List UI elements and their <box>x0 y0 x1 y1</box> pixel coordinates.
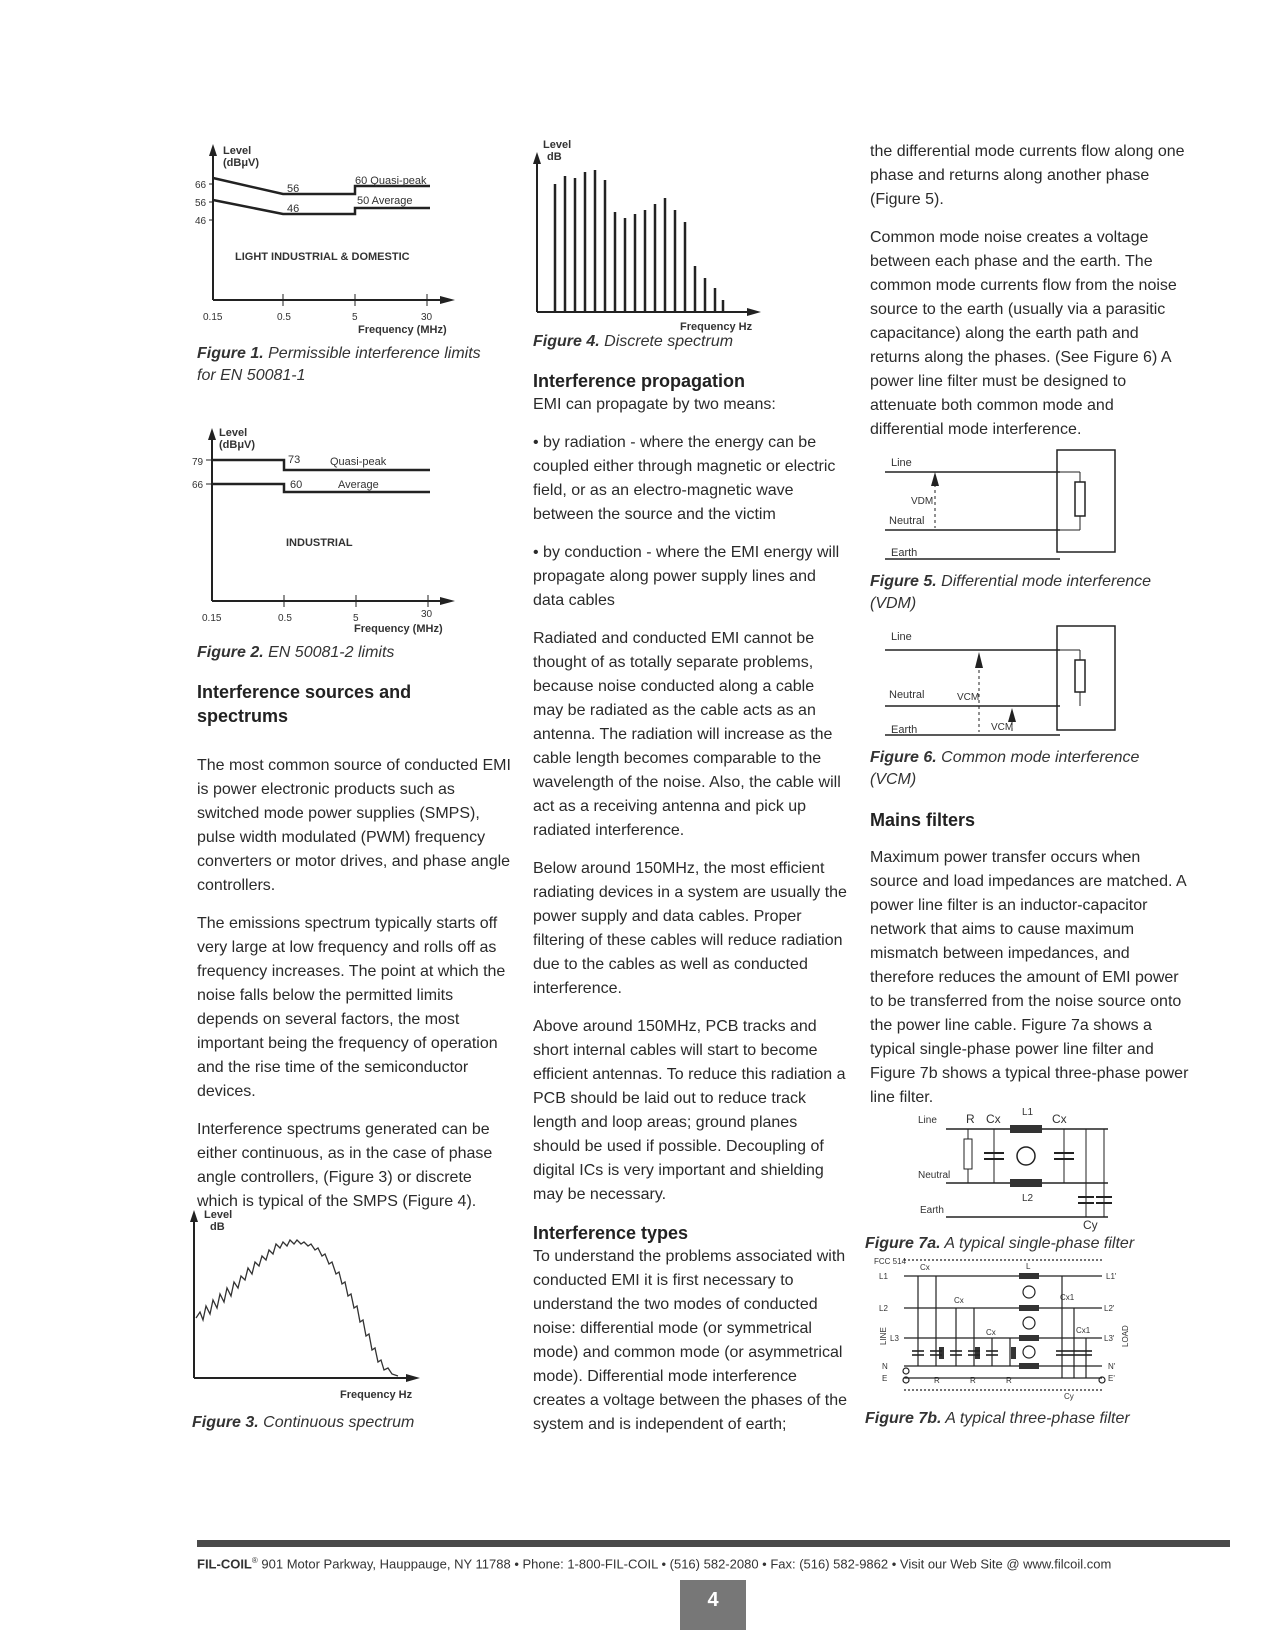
fig6-earth-label: Earth <box>891 724 918 736</box>
fig2-tick-79: 79 <box>192 457 204 468</box>
fig3-spectrum-curve <box>196 1240 398 1376</box>
fig7b-l1-label: L1 <box>879 1272 888 1281</box>
figure-4-chart <box>525 138 775 338</box>
fig7b-caption-bold: Figure 7b. <box>865 1410 942 1427</box>
fig7a-line-label: Line <box>918 1115 937 1126</box>
figure-1-chart <box>195 140 485 345</box>
fig1-caption-bold: Figure 1. <box>197 345 264 362</box>
fig5-neutral-label: Neutral <box>889 515 925 527</box>
fig7b-l1p-label: L1' <box>1106 1272 1117 1281</box>
column-3-bottom <box>870 808 1190 1110</box>
fig7b-l-label: L <box>1026 1262 1031 1271</box>
figure-2-caption <box>197 642 497 664</box>
fig2-xlabel: Frequency (MHz) <box>354 623 443 635</box>
fig2-x-015: 0.15 <box>202 613 222 624</box>
footer-rule <box>197 1540 1230 1547</box>
fig3-ylabel-unit: dB <box>210 1221 225 1233</box>
fig7a-caption-bold: Figure 7a. <box>865 1235 941 1252</box>
fig2-x-05: 0.5 <box>278 613 292 624</box>
fig7b-cx-label-1: Cx <box>920 1263 930 1272</box>
fig5-line-label: Line <box>891 457 912 469</box>
fig1-quasi-peak: 60 Quasi-peak <box>355 175 427 187</box>
footer-text: 901 Motor Parkway, Hauppauge, NY 11788 • Phone: 1-800-FIL-COIL • (516) 582-2080 • Fax: (516) 582-9862 • Visit our Web Site @ www.filcoil.com <box>257 1556 1112 1572</box>
fig7b-cx-label-3: Cx <box>986 1328 996 1337</box>
fig1-caption-text: Permissible interference limits for EN 50081-1 <box>197 345 481 384</box>
fig4-xlabel: Frequency Hz <box>680 321 753 333</box>
fig7b-l2-label: L2 <box>879 1304 888 1313</box>
fig2-caption-text: EN 50081-2 limits <box>263 644 395 661</box>
fig7b-l3p-label: L3' <box>1104 1334 1115 1343</box>
fig7b-np-label: N' <box>1108 1362 1116 1371</box>
fig2-tick-66: 66 <box>192 480 204 491</box>
fig1-x-30: 30 <box>421 312 433 323</box>
figure-6-diagram <box>885 620 1125 742</box>
footer-brand: FIL-COIL <box>197 1556 252 1572</box>
col2-paragraph-7: To understand the problems associated with conducted EMI it is first necessary to understand the two modes of conducted noise: differential mode (or symmetrical mode) and common mode (or asymmetrical mode). Differential mode interference creates a voltage between the phases of the system and is independent of earth; <box>533 1248 847 1433</box>
col3-paragraph-3: Maximum power transfer occurs when source and load impedances are matched. A power line filter is an inductor-capacitor network that aims to cause maximum mismatch between impedances, and therefore reduces the amount of EMI power to be transferred from the noise source onto the power line cable. Figure 7a shows a typical single-phase power line filter and Figure 7b shows a typical three-phase power line filter. <box>870 849 1189 1106</box>
figure-4-caption <box>533 331 833 353</box>
fig2-label-73: 73 <box>288 454 301 466</box>
fig7a-neutral-label: Neutral <box>918 1170 951 1181</box>
fig7b-r-label-2: R <box>970 1376 976 1385</box>
figure-2-chart <box>192 424 482 639</box>
fig7a-l1-label: L1 <box>1022 1107 1034 1118</box>
figure-5-caption <box>870 571 1180 615</box>
fig5-caption-bold: Figure 5. <box>870 573 937 590</box>
col2-paragraph-3: • by conduction - where the EMI energy will propagate along power supply lines and data cables <box>533 544 840 609</box>
col2-paragraph-5: Below around 150MHz, the most efficient radiating devices in a system are usually the power supply and data cables. Proper filtering of these cables will reduce radiation due to the cables as well as conducted interference. <box>533 860 847 997</box>
fig1-average: 50 Average <box>357 195 413 207</box>
fig7a-cx-label-2: Cx <box>1052 1112 1067 1126</box>
column-2 <box>533 369 848 1437</box>
fig7b-ep-label: E' <box>1108 1374 1115 1383</box>
fig6-vcm-label-2: VCM <box>991 722 1014 733</box>
column-1 <box>197 680 517 1214</box>
fig2-caption-bold: Figure 2. <box>197 644 264 661</box>
figure-3-caption <box>192 1412 492 1434</box>
col1-paragraph-2: The emissions spectrum typically starts off very large at low frequency and rolls off as frequency increases. The point at which the noise falls below the permitted limits depends on several factors, the most important being the frequency of operation and the rise time of the semiconductor devices. <box>197 915 506 1100</box>
fig6-caption-bold: Figure 6. <box>870 749 937 766</box>
fig7b-line-label: LINE <box>879 1327 888 1345</box>
fig1-label-56: 56 <box>287 183 300 195</box>
fig1-zone: LIGHT INDUSTRIAL & DOMESTIC <box>235 251 410 263</box>
fig2-average: Average <box>338 479 379 491</box>
fig3-caption-bold: Figure 3. <box>192 1414 259 1431</box>
page-number: 4 <box>680 1580 746 1630</box>
fig1-x-015: 0.15 <box>203 312 223 323</box>
column-3-top <box>870 140 1190 442</box>
heading-interference-sources: Interference sources and spectrums <box>197 682 412 726</box>
figure-7b-caption <box>865 1408 1185 1430</box>
col2-paragraph-4: Radiated and conducted EMI cannot be thought of as totally separate problems, because noise conducted along a cable may be radiated as the cable acts as an antenna. The radiation will increase as the cable length becomes comparable to the wavelength of the noise. Also, the cable will act as a receiving antenna and pick up radiated interference. <box>533 630 841 839</box>
fig3-xlabel: Frequency Hz <box>340 1389 413 1401</box>
footer-address <box>197 1556 1111 1571</box>
fig7b-e-label: E <box>882 1374 888 1383</box>
col2-paragraph-1: EMI can propagate by two means: <box>533 396 776 413</box>
footer-registered-mark: ® <box>251 1556 258 1565</box>
fig4-ylabel-unit: dB <box>547 151 562 163</box>
heading-interference-propagation: Interference propagation <box>533 371 746 391</box>
fig4-caption-text: Discrete spectrum <box>599 333 734 350</box>
fig3-ylabel: Level <box>204 1209 233 1221</box>
fig6-neutral-label: Neutral <box>889 689 925 701</box>
figure-5-diagram <box>885 442 1125 567</box>
col1-paragraph-3: Interference spectrums generated can be either continuous, as in the case of phase angle controllers, (Figure 3) or discrete which is typical of the SMPS (Figure 4). <box>197 1121 493 1210</box>
fig7b-r-label-3: R <box>1006 1376 1012 1385</box>
figure-3-chart <box>188 1208 438 1408</box>
fig1-x-05: 0.5 <box>277 312 291 323</box>
fig1-x-5: 5 <box>352 312 358 323</box>
fig7b-cx-label-2: Cx <box>954 1296 964 1305</box>
fig7b-cy-label: Cy <box>1064 1392 1074 1401</box>
heading-interference-types: Interference types <box>533 1223 689 1243</box>
figure-6-caption <box>870 747 1180 791</box>
fig2-ylabel: Level <box>219 427 248 439</box>
fig7b-r-label-1: R <box>934 1376 940 1385</box>
figure-7b-diagram <box>874 1255 1139 1405</box>
fig7b-cx1-label-2: Cx1 <box>1076 1326 1091 1335</box>
fig7a-r-label: R <box>966 1112 975 1126</box>
fig2-label-60: 60 <box>290 479 303 491</box>
fig1-ylabel-unit: (dBμV) <box>223 157 260 169</box>
fig7a-cy-label: Cy <box>1083 1218 1098 1232</box>
fig4-caption-bold: Figure 4. <box>533 333 600 350</box>
fig1-label-46: 46 <box>287 203 300 215</box>
fig7b-l2p-label: L2' <box>1104 1304 1115 1313</box>
fig7b-fcc-label: FCC 514 <box>874 1257 907 1266</box>
fig7a-cx-label-1: Cx <box>986 1112 1001 1126</box>
fig4-spectrum-lines <box>555 170 723 312</box>
fig5-vdm-label: VDM <box>911 496 934 507</box>
col2-paragraph-6: Above around 150MHz, PCB tracks and short internal cables will start to become efficient antennas. To reduce this radiation a PCB should be laid out to reduce track length and loop areas; ground planes should be used if possible. Decoupling of digital ICs is very important and shielding may be necessary. <box>533 1018 846 1203</box>
figure-7a-caption <box>865 1233 1185 1255</box>
col2-paragraph-2: • by radiation - where the energy can be coupled either through magnetic or electric field, or as an electro-magnetic wave between the source and the victim <box>533 434 836 523</box>
fig4-ylabel: Level <box>543 139 572 151</box>
fig6-caption-text: Common mode interference (VCM) <box>870 749 1140 788</box>
fig7a-earth-label: Earth <box>920 1205 944 1216</box>
fig1-tick-66: 66 <box>195 180 207 191</box>
fig1-tick-46: 46 <box>195 216 207 227</box>
fig5-caption-text: Differential mode interference (VDM) <box>870 573 1152 612</box>
fig2-quasi-peak: Quasi-peak <box>330 456 387 468</box>
fig5-earth-label: Earth <box>891 547 918 559</box>
fig3-caption-text: Continuous spectrum <box>258 1414 415 1431</box>
fig2-zone: INDUSTRIAL <box>286 537 353 549</box>
figure-1-caption <box>197 343 497 387</box>
fig1-xlabel: Frequency (MHz) <box>358 324 447 336</box>
col3-paragraph-2: Common mode noise creates a voltage between each phase and the earth. The common mode currents flow from the noise source to the earth (usually via a parasitic capacitance) along the earth path and returns along the phases. (See Figure 6) A power line filter must be designed to attenuate both common mode and differential mode interference. <box>870 229 1177 438</box>
heading-mains-filters: Mains filters <box>870 810 976 830</box>
fig6-vcm-label-1: VCM <box>957 692 980 703</box>
fig2-x-5: 5 <box>353 613 359 624</box>
fig7b-caption-text: A typical three-phase filter <box>941 1410 1130 1427</box>
fig2-ylabel-unit: (dBμV) <box>219 439 256 451</box>
fig6-line-label: Line <box>891 631 912 643</box>
fig7a-caption-text: A typical single-phase filter <box>940 1235 1135 1252</box>
fig7b-load-label: LOAD <box>1121 1325 1130 1347</box>
fig7b-n-label: N <box>882 1362 888 1371</box>
fig7b-cx1-label-1: Cx1 <box>1060 1293 1075 1302</box>
fig1-ylabel: Level <box>223 145 252 157</box>
col3-paragraph-1: the differential mode currents flow along one phase and returns along another phase (Figure 5). <box>870 143 1185 208</box>
fig7b-l3-label: L3 <box>890 1334 899 1343</box>
figure-7a-diagram <box>918 1105 1138 1233</box>
col1-paragraph-1: The most common source of conducted EMI is power electronic products such as switched mode power supplies (SMPS), pulse width modulated (PWM) frequency converters or motor drives, and phase angle controllers. <box>197 757 511 894</box>
fig2-x-30: 30 <box>421 609 433 620</box>
fig1-tick-56: 56 <box>195 198 207 209</box>
fig7a-l2-label: L2 <box>1022 1193 1034 1204</box>
